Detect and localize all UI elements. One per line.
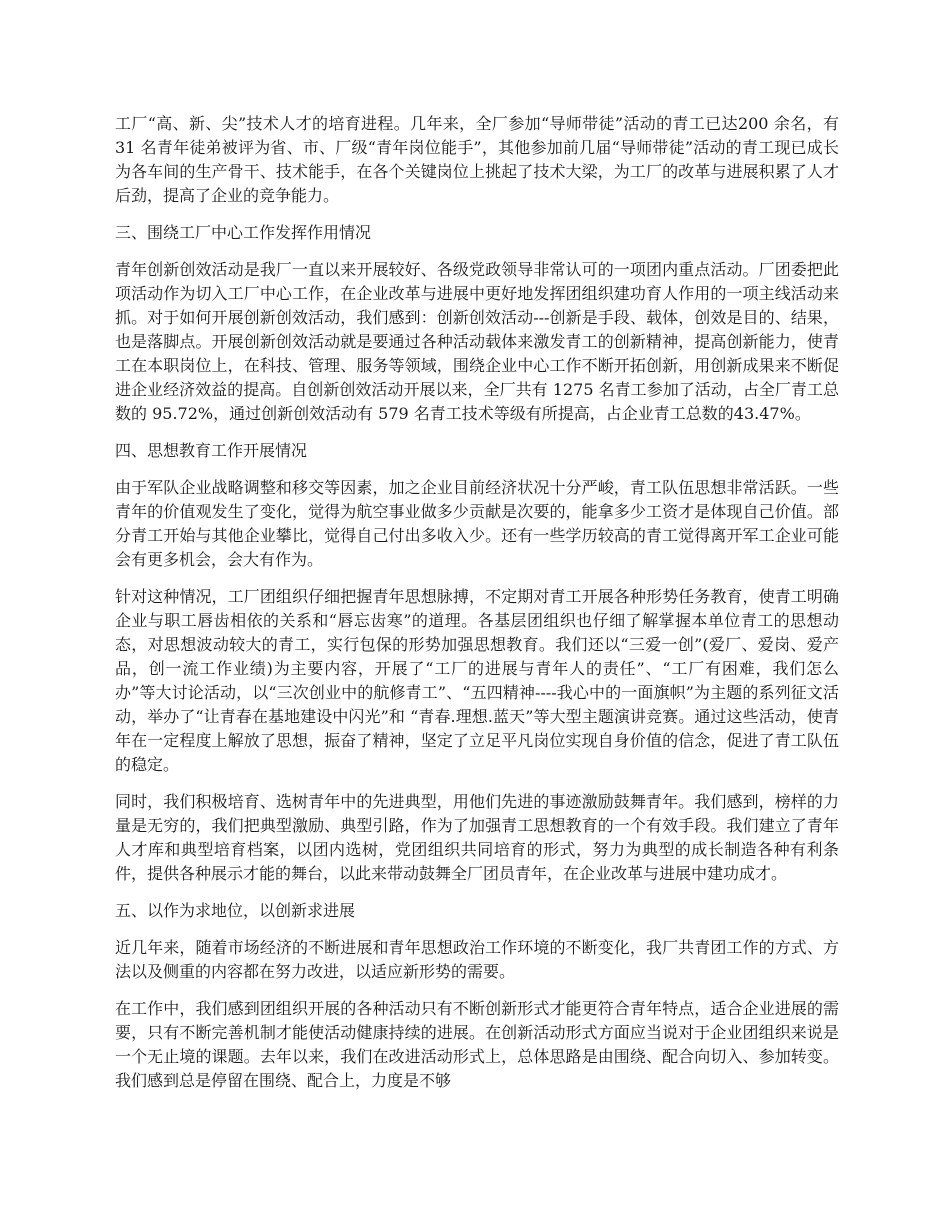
paragraph-ideology-measures: 针对这种情况，工厂团组织仔细把握青年思想脉搏，不定期对青工开展各种形势任务教育，使青工明确企业与职工唇齿相依的关系和“唇忘齿寒”的道理。各基层团组织也仔细了解掌握本单位青工的思想动态，对思想波动较大的青工，实行包保的形势加强思想教育。我们还以“三爱一创”(爱厂、爱岗、爱产品，创一流工作业绩)为主要内容，开展了“工厂的进展与青年人的责任”、“工厂有困难，我们怎么办”等大讨论活动，以“三次创业中的航修青工”、“五四精神----我心中的一面旗帜”为主题的系列征文活动，举办了“让青春在基地建设中闪光”和 “青春.理想.蓝天”等大型主题演讲竞赛。通过这些活动，使青年在一定程度上解放了思想，振奋了精神，坚定了立足平凡岗位实现自身价值的信念，促进了青工队伍的稳定。 <box>115 587 839 774</box>
paragraph-ideology-situation: 由于军队企业战略调整和移交等因素，加之企业目前经济状况十分严峻，青工队伍思想非常活跃。一些青年的价值观发生了变化，觉得为航空事业做多少贡献是次要的，能拿多少工资才是体现自己价值。部分青工开始与其他企业攀比，觉得自己付出多收入少。还有一些学历较高的青工觉得离开军工企业可能会有更多机会，会大有作为。 <box>115 478 839 569</box>
section-heading-4: 四、思想教育工作开展情况 <box>115 441 308 460</box>
paragraph-innovation-forms: 在工作中，我们感到团组织开展的各种活动只有不断创新形式才能更符合青年特点，适合企业进展的需要，只有不断完善机制才能使活动健康持续的进展。在创新活动形式方面应当说对于企业团组织来说是一个无止境的课题。去年以来，我们在改进活动形式上，总体思路是由围绕、配合向切入、参加转变。我们感到总是停留在围绕、配合上，力度是不够 <box>115 999 839 1090</box>
section-heading-3: 三、围绕工厂中心工作发挥作用情况 <box>115 223 372 242</box>
paragraph-innovation-activity: 青年创新创效活动是我厂一直以来开展较好、各级党政领导非常认可的一项团内重点活动。厂团委把此项活动作为切入工厂中心工作，在企业改革与进展中更好地发挥团组织建功育人作用的一项主线活动来抓。对于如何开展创新创效活动，我们感到：创新创效活动---创新是手段、载体，创效是目的、结果，也是落脚点。开展创新创效活动就是要通过各种活动载体来激发青工的创新精神，提高创新能力，使青工在本职岗位上，在科技、管理、服务等领域，围绕企业中心工作不断开拓创新，用创新成果来不断促进企业经济效益的提高。自创新创效活动开展以来，全厂共有 1275 名青工参加了活动，占全厂青工总数的 95.72%，通过创新创效活动有 579 名青工技术等级有所提高，占企业青工总数的43.47%。 <box>115 260 839 423</box>
section-heading-5: 五、以作为求地位，以创新求进展 <box>115 901 356 920</box>
document-page <box>115 112 839 1106</box>
paragraph-role-models: 同时，我们积极培育、选树青年中的先进典型，用他们先进的事迹激励鼓舞青年。我们感到，榜样的力量是无穷的，我们把典型激励、典型引路，作为了加强青工思想教育的一个有效手段。我们建立了青年人才库和典型培育档案，以团内选树，党团组织共同培育的形式，努力为典型的成长制造各种有利条件，提供各种展示才能的舞台，以此来带动鼓舞全厂团员青年，在企业改革与进展中建功成才。 <box>115 792 839 883</box>
paragraph-adapting-methods: 近几年来，随着市场经济的不断进展和青年思想政治工作环境的不断变化，我厂共青团工作的方式、方法以及侧重的内容都在努力改进，以适应新形势的需要。 <box>115 938 839 981</box>
paragraph-talent-training: 工厂“高、新、尖”技术人才的培育进程。几年来，全厂参加“导师带徒”活动的青工已达200 余名，有 31 名青年徒弟被评为省、市、厂级“青年岗位能手”，其他参加前几届“导师带徒”活动的青工现已成长为各车间的生产骨干、技术能手，在各个关键岗位上挑起了技术大梁，为工厂的改革与进展积累了人才后劲，提高了企业的竞争能力。 <box>115 114 839 205</box>
